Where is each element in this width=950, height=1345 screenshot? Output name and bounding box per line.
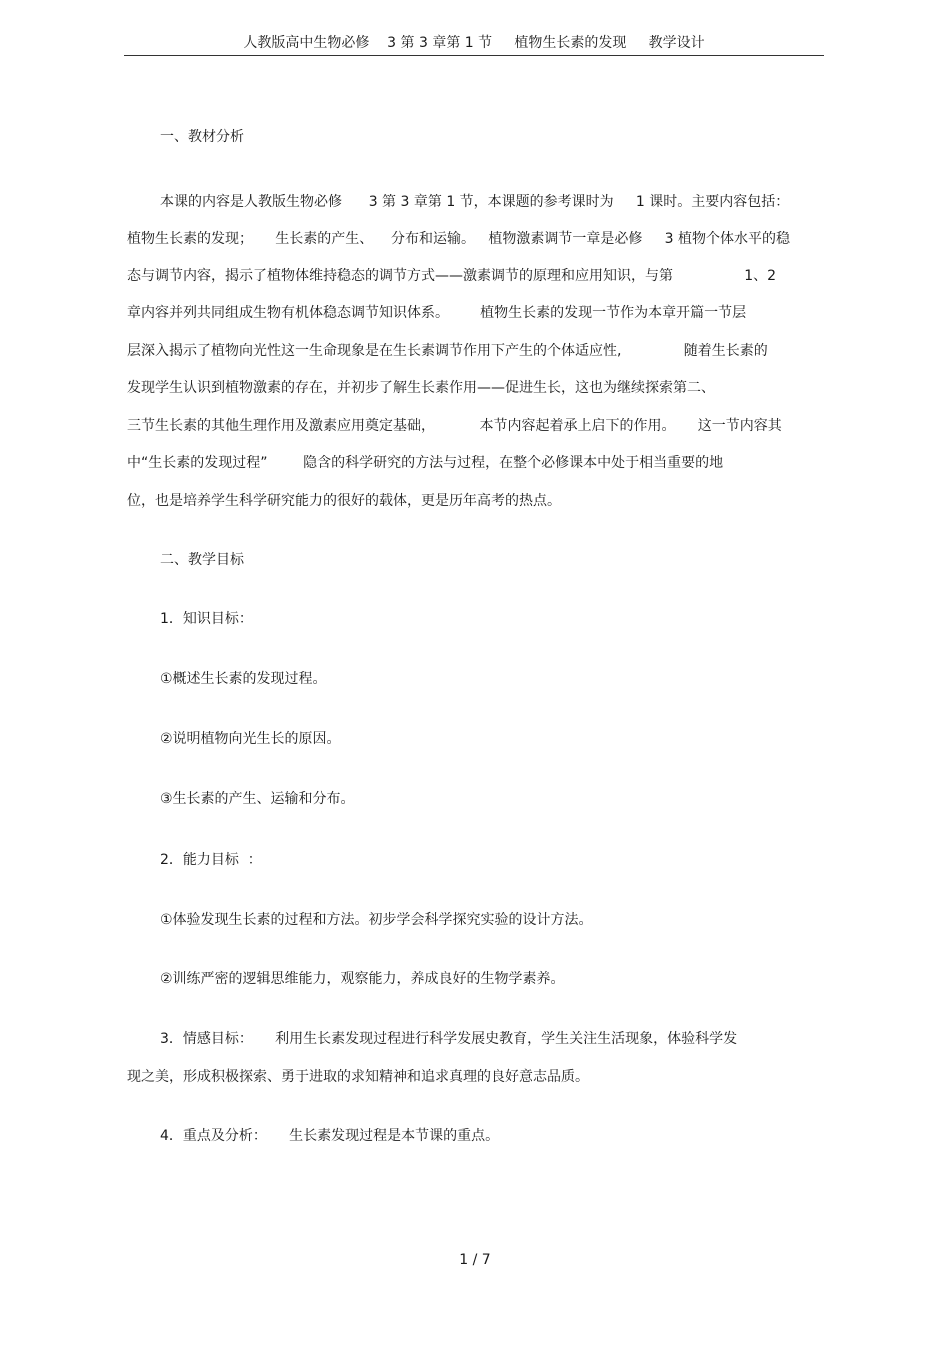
emotion-goals-line: 现之美，形成积极探索、勇于进取的求知精神和追求真理的良好意志品质。 [127, 1069, 589, 1085]
paragraph-line: 本课的内容是人教版生物必修 3 第 3 章第 1 节，本课题的参考课时为 1 课时。主要内容包括： [160, 194, 790, 210]
paragraph-line: 位，也是培养学生科学研究能力的很好的载体，更是历年高考的热点。 [127, 493, 561, 509]
list-item: ②训练严密的逻辑思维能力，观察能力，养成良好的生物学素养。 [160, 971, 565, 987]
list-item: ①体验发现生长素的过程和方法。初步学会科学探究实验的设计方法。 [160, 912, 593, 928]
subheading-ability-goals: 2．能力目标 ： [160, 852, 262, 868]
emotion-goals-line: 3．情感目标： 利用生长素发现过程进行科学发展史教育，学生关注生活现象，体验科学发 [160, 1031, 738, 1047]
paragraph-line: 层深入揭示了植物向光性这一生命现象是在生长素调节作用下产生的个体适应性, 随着生长素的 [127, 343, 768, 359]
paragraph-line: 中“生长素的发现过程” 隐含的科学研究的方法与过程，在整个必修课本中处于相当重要的地 [127, 455, 724, 471]
page-header: 人教版高中生物必修 3 第 3 章第 1 节 植物生长素的发现 教学设计 [124, 33, 824, 56]
list-item: ①概述生长素的发现过程。 [160, 671, 327, 687]
subheading-knowledge-goals: 1．知识目标： [160, 611, 253, 627]
key-point-line: 4．重点及分析： 生长素发现过程是本节课的重点。 [160, 1128, 500, 1144]
list-item: ②说明植物向光生长的原因。 [160, 731, 341, 747]
section-heading-teaching-goals: 二、教学目标 [160, 552, 244, 568]
paragraph-line: 章内容并列共同组成生物有机体稳态调节知识体系。 植物生长素的发现一节作为本章开篇一节层 [127, 305, 747, 321]
paragraph-line: 植物生长素的发现； 生长素的产生、 分布和运输。 植物激素调节一章是必修 3 植物个体水平的稳 [127, 231, 791, 247]
section-heading-textbook-analysis: 一、教材分析 [160, 129, 244, 145]
paragraph-line: 发现学生认识到植物激素的存在，并初步了解生长素作用——促进生长，这也为继续探索第二、 [127, 380, 715, 396]
paragraph-line: 三节生长素的其他生理作用及激素应用奠定基础， 本节内容起着承上启下的作用。 这一节内容其 [127, 418, 782, 434]
list-item: ③生长素的产生、运输和分布。 [160, 791, 355, 807]
paragraph-line: 态与调节内容，揭示了植物体维持稳态的调节方式——激素调节的原理和应用知识，与第 1、2 [127, 268, 777, 284]
page-number: 1 / 7 [459, 1252, 491, 1268]
